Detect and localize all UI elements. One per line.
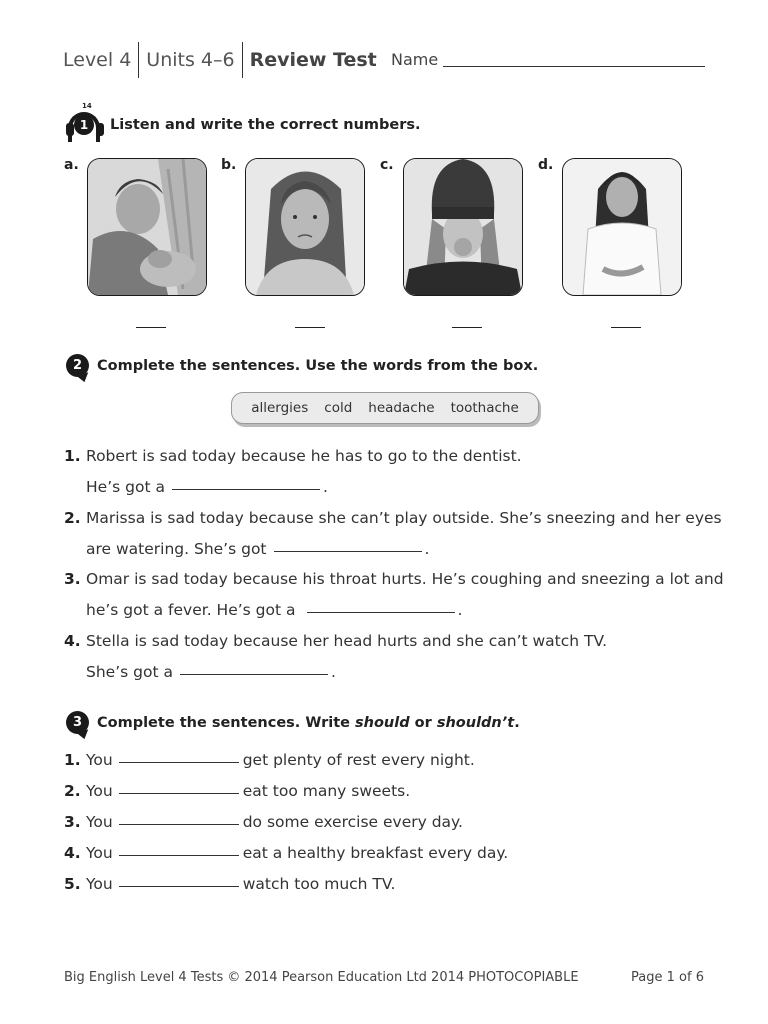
answer-blank[interactable] xyxy=(119,762,239,763)
footer-copyright: Big English Level 4 Tests © 2014 Pearson Education Ltd 2014 PHOTOCOPIABLE xyxy=(64,970,579,985)
answer-blank[interactable] xyxy=(119,855,239,856)
section-2-heading xyxy=(66,354,538,377)
answer-blank[interactable] xyxy=(180,674,328,675)
sentence-line xyxy=(64,570,724,588)
sentence-text: Marissa is sad today because she can’t play outside. She’s sneezing and her eyes xyxy=(86,509,722,527)
level-label: Level 4 xyxy=(63,49,132,71)
sentence-text: watch too much TV. xyxy=(242,875,396,893)
sentence-line xyxy=(64,447,522,465)
answer-blank[interactable] xyxy=(274,551,422,552)
name-field[interactable] xyxy=(443,66,705,67)
section-1-instruction: Listen and write the correct numbers. xyxy=(110,117,421,133)
girl-stomachache-photo xyxy=(562,158,682,296)
test-header xyxy=(63,44,384,76)
track-number: 14 xyxy=(82,102,92,110)
page-number: Page 1 of 6 xyxy=(631,970,704,985)
section-3-instruction: Complete the sentences. Write should or shouldn’t. xyxy=(97,714,520,731)
word-item: cold xyxy=(324,400,353,416)
section-number: 2 xyxy=(72,358,83,373)
sentence-text: She’s got a xyxy=(86,663,173,681)
item-number: 1. xyxy=(64,447,81,465)
sentence-end: . xyxy=(424,540,430,558)
sentence-line xyxy=(64,844,508,862)
item-number: 4. xyxy=(64,844,81,862)
sentence-end: . xyxy=(330,663,336,681)
answer-blank-b[interactable] xyxy=(295,327,325,328)
section-1-heading xyxy=(66,102,421,140)
sentence-text: You xyxy=(86,751,113,769)
answer-blank[interactable] xyxy=(119,824,239,825)
answer-blank[interactable] xyxy=(119,886,239,887)
answer-blank-a[interactable] xyxy=(136,327,166,328)
sentence-text: eat too many sweets. xyxy=(242,782,411,800)
section-2-instruction: Complete the sentences. Use the words from the box. xyxy=(97,357,539,374)
section-number: 3 xyxy=(72,715,83,730)
section-3-heading xyxy=(66,711,520,734)
sentence-line xyxy=(64,875,395,893)
section-number: 1 xyxy=(74,115,94,135)
section-badge-icon xyxy=(66,354,89,377)
answer-blank-c[interactable] xyxy=(452,327,482,328)
item-number: 5. xyxy=(64,875,81,893)
sentence-line xyxy=(64,751,475,769)
photo-label-a: a. xyxy=(64,157,79,173)
item-number: 1. xyxy=(64,751,81,769)
sentence-text: are watering. She’s got xyxy=(86,540,267,558)
sentence-line xyxy=(86,663,336,681)
answer-blank[interactable] xyxy=(307,612,455,613)
answer-blank[interactable] xyxy=(172,489,320,490)
answer-blank-d[interactable] xyxy=(611,327,641,328)
item-number: 3. xyxy=(64,813,81,831)
answer-blank[interactable] xyxy=(119,793,239,794)
sentence-end: . xyxy=(457,601,463,619)
photo-label-c: c. xyxy=(380,157,394,173)
test-title: Review Test xyxy=(249,49,377,71)
sentence-line xyxy=(86,601,462,619)
sentence-line xyxy=(64,813,463,831)
headphones-icon xyxy=(66,102,104,140)
word-item: headache xyxy=(368,400,435,416)
sentence-text: do some exercise every day. xyxy=(242,813,463,831)
sentence-line xyxy=(64,782,410,800)
sentence-text: You xyxy=(86,782,113,800)
sentence-line xyxy=(64,509,722,527)
sentence-text: he’s got a fever. He’s got a xyxy=(86,601,296,619)
sentence-line xyxy=(86,540,429,558)
photo-label-d: d. xyxy=(538,157,554,173)
name-label: Name xyxy=(391,50,439,69)
sentence-text: get plenty of rest every night. xyxy=(242,751,475,769)
sentence-end: . xyxy=(322,478,328,496)
units-label: Units 4–6 xyxy=(146,49,235,71)
sentence-line xyxy=(86,478,328,496)
item-number: 2. xyxy=(64,509,81,527)
word-item: toothache xyxy=(450,400,519,416)
sentence-text: Omar is sad today because his throat hurts. He’s coughing and sneezing a lot and xyxy=(86,570,724,588)
word-item: allergies xyxy=(251,400,309,416)
photo-label-b: b. xyxy=(221,157,237,173)
sentence-text: You xyxy=(86,844,113,862)
sentence-text: Stella is sad today because her head hurts and she can’t watch TV. xyxy=(86,632,608,650)
sentence-text: He’s got a xyxy=(86,478,165,496)
sad-girl-photo xyxy=(245,158,365,296)
word-box xyxy=(231,392,539,424)
girl-in-hat-coughing-photo xyxy=(403,158,523,296)
boy-holding-knee-photo xyxy=(87,158,207,296)
item-number: 4. xyxy=(64,632,81,650)
sentence-text: Robert is sad today because he has to go to the dentist. xyxy=(86,447,522,465)
sentence-text: You xyxy=(86,813,113,831)
item-number: 2. xyxy=(64,782,81,800)
section-badge-icon xyxy=(66,711,89,734)
sentence-line xyxy=(64,632,607,650)
item-number: 3. xyxy=(64,570,81,588)
sentence-text: eat a healthy breakfast every day. xyxy=(242,844,509,862)
sentence-text: You xyxy=(86,875,113,893)
